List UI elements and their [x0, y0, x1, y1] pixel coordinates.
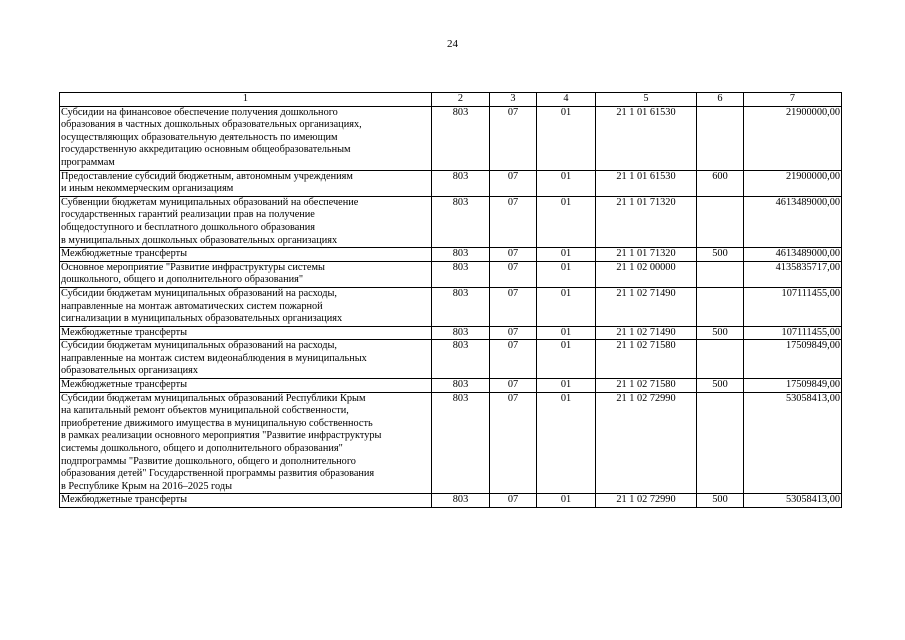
section-code-cell: 07	[490, 196, 537, 247]
amount-cell: 53058413,00	[744, 494, 842, 508]
table-row	[60, 494, 842, 508]
subsection-code-cell: 01	[537, 287, 596, 326]
grbs-code-cell: 803	[432, 196, 490, 247]
grbs-code-cell: 803	[432, 494, 490, 508]
subsection-code-cell: 01	[537, 326, 596, 340]
table-row	[60, 248, 842, 262]
expense-type-cell	[697, 261, 744, 287]
grbs-code-cell: 803	[432, 106, 490, 170]
expense-type-cell: 500	[697, 379, 744, 393]
subsection-code-cell: 01	[537, 340, 596, 379]
table-row	[60, 392, 842, 494]
budget-table	[59, 92, 842, 508]
expense-type-cell: 500	[697, 494, 744, 508]
subsection-code-cell: 01	[537, 379, 596, 393]
amount-cell: 21900000,00	[744, 170, 842, 196]
target-article-cell: 21 1 02 71490	[596, 326, 697, 340]
amount-cell: 107111455,00	[744, 287, 842, 326]
column-header: 2	[432, 93, 490, 107]
section-code-cell: 07	[490, 248, 537, 262]
page-number: 24	[447, 38, 458, 50]
expense-type-cell: 600	[697, 170, 744, 196]
section-code-cell: 07	[490, 392, 537, 494]
grbs-code-cell: 803	[432, 170, 490, 196]
row-name-cell: Межбюджетные трансферты	[60, 326, 432, 340]
row-name-cell: Основное мероприятие "Развитие инфраструктуры системы дошкольного, общего и дополнительного образования"	[60, 261, 432, 287]
table-row	[60, 106, 842, 170]
target-article-cell: 21 1 02 71490	[596, 287, 697, 326]
amount-cell: 17509849,00	[744, 379, 842, 393]
column-header: 6	[697, 93, 744, 107]
section-code-cell: 07	[490, 287, 537, 326]
grbs-code-cell: 803	[432, 340, 490, 379]
row-name-cell: Межбюджетные трансферты	[60, 248, 432, 262]
expense-type-cell	[697, 287, 744, 326]
column-header: 4	[537, 93, 596, 107]
expense-type-cell: 500	[697, 248, 744, 262]
expense-type-cell: 500	[697, 326, 744, 340]
column-header: 1	[60, 93, 432, 107]
target-article-cell: 21 1 01 61530	[596, 170, 697, 196]
amount-cell: 4613489000,00	[744, 196, 842, 247]
subsection-code-cell: 01	[537, 494, 596, 508]
grbs-code-cell: 803	[432, 379, 490, 393]
row-name-cell: Субсидии бюджетам муниципальных образований на расходы, направленные на монтаж автоматических систем пожарной сигнализации в муниципальных образовательных организациях	[60, 287, 432, 326]
amount-cell: 17509849,00	[744, 340, 842, 379]
subsection-code-cell: 01	[537, 170, 596, 196]
column-header: 5	[596, 93, 697, 107]
section-code-cell: 07	[490, 326, 537, 340]
column-header: 7	[744, 93, 842, 107]
expense-type-cell	[697, 106, 744, 170]
section-code-cell: 07	[490, 340, 537, 379]
table-row	[60, 261, 842, 287]
target-article-cell: 21 1 01 71320	[596, 248, 697, 262]
section-code-cell: 07	[490, 261, 537, 287]
expense-type-cell	[697, 392, 744, 494]
row-name-cell: Субсидии бюджетам муниципальных образований на расходы, направленные на монтаж систем видеонаблюдения в муниципальных образовательных организациях	[60, 340, 432, 379]
section-code-cell: 07	[490, 106, 537, 170]
row-name-cell: Предоставление субсидий бюджетным, автономным учреждениям и иным некоммерческим организациям	[60, 170, 432, 196]
target-article-cell: 21 1 02 72990	[596, 494, 697, 508]
target-article-cell: 21 1 02 71580	[596, 379, 697, 393]
subsection-code-cell: 01	[537, 106, 596, 170]
expense-type-cell	[697, 196, 744, 247]
table-row	[60, 326, 842, 340]
grbs-code-cell: 803	[432, 248, 490, 262]
subsection-code-cell: 01	[537, 196, 596, 247]
subsection-code-cell: 01	[537, 392, 596, 494]
target-article-cell: 21 1 02 00000	[596, 261, 697, 287]
row-name-cell: Субсидии на финансовое обеспечение получения дошкольного образования в частных дошкольных образовательных организациях, осуществляющих образовательную деятельность по имеющим государственную аккредитацию основным общеобразовательным программам	[60, 106, 432, 170]
grbs-code-cell: 803	[432, 392, 490, 494]
table-row	[60, 379, 842, 393]
target-article-cell: 21 1 02 72990	[596, 392, 697, 494]
amount-cell: 4135835717,00	[744, 261, 842, 287]
amount-cell: 21900000,00	[744, 106, 842, 170]
target-article-cell: 21 1 01 71320	[596, 196, 697, 247]
table-row	[60, 170, 842, 196]
section-code-cell: 07	[490, 494, 537, 508]
amount-cell: 4613489000,00	[744, 248, 842, 262]
table-row	[60, 340, 842, 379]
header-row	[60, 93, 842, 107]
table-row	[60, 196, 842, 247]
amount-cell: 107111455,00	[744, 326, 842, 340]
grbs-code-cell: 803	[432, 287, 490, 326]
amount-cell: 53058413,00	[744, 392, 842, 494]
target-article-cell: 21 1 02 71580	[596, 340, 697, 379]
section-code-cell: 07	[490, 379, 537, 393]
table-body	[60, 106, 842, 507]
row-name-cell: Межбюджетные трансферты	[60, 494, 432, 508]
target-article-cell: 21 1 01 61530	[596, 106, 697, 170]
section-code-cell: 07	[490, 170, 537, 196]
grbs-code-cell: 803	[432, 261, 490, 287]
row-name-cell: Субвенции бюджетам муниципальных образований на обеспечение государственных гарантий реализации прав на получение общедоступного и бесплатного дошкольного образования в муниципальных дошкольных образовательных организациях	[60, 196, 432, 247]
row-name-cell: Межбюджетные трансферты	[60, 379, 432, 393]
expense-type-cell	[697, 340, 744, 379]
table-row	[60, 287, 842, 326]
subsection-code-cell: 01	[537, 261, 596, 287]
column-header: 3	[490, 93, 537, 107]
grbs-code-cell: 803	[432, 326, 490, 340]
subsection-code-cell: 01	[537, 248, 596, 262]
row-name-cell: Субсидии бюджетам муниципальных образований Республики Крым на капитальный ремонт объектов муниципальной собственности, приобретение движимого имущества в муниципальную собственность в рамках реализации основного мероприятия "Развитие инфраструктуры системы дошкольного, общего и дополнительного образования" подпрограммы "Развитие дошкольного, общего и дополнительного образования детей" Государственной программы развития образования в Республике Крым на 2016–2025 годы	[60, 392, 432, 494]
